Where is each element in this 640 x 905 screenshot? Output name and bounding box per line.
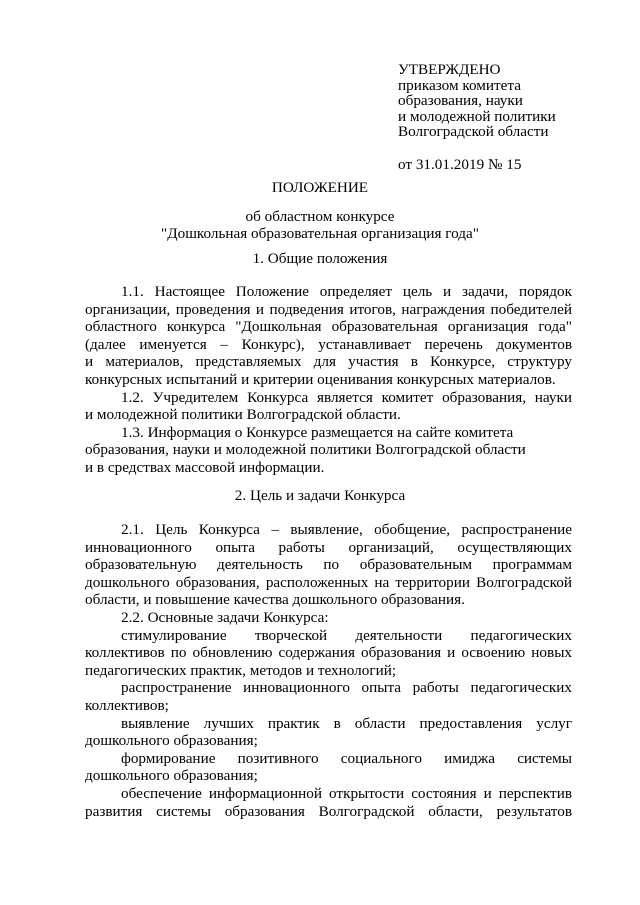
text-line: дошкольного образования; [85,767,258,785]
section-2-body [85,521,572,820]
approval-line: Волгоградской области [398,123,549,140]
document-subtitle-line: об областном конкурсе [245,208,395,225]
text-line: 1.2. Учредителем Конкурса является комитет образования, науки [121,388,572,406]
approval-line: УТВЕРЖДЕНО [398,61,501,78]
text-line: дошкольного образования, расположенных на территории Волгоградской [85,573,572,591]
text-line: обеспечение информационной открытости состояния и перспектив [121,784,572,802]
text-line: образования, науки и молодежной политики Волгоградской области [85,441,526,459]
text-line: (далее именуется – Конкурс), устанавливает перечень документов [85,335,572,353]
text-line: коллективов; [85,696,169,714]
text-line: и материалов, представляемых для участия в Конкурсе, структуру [85,353,572,371]
text-line: развития системы образования Волгоградской области, результатов [85,802,572,820]
text-line: организации, проведения и подведения итогов, награждения победителей [85,300,572,318]
document-subtitle-line: "Дошкольная образовательная организация года" [161,225,479,242]
text-line: и в средствах массовой информации. [85,458,325,476]
text-line: и молодежной политики Волгоградской области. [85,406,401,424]
text-line: 2.1. Цель Конкурса – выявление, обобщение, распространение [121,521,572,538]
section-1-body [85,283,572,477]
text-line: педагогических практик, методов и технологий; [85,661,397,679]
approval-date: от 31.01.2019 № 15 [398,155,522,173]
text-line: распространение инновационного опыта работы педагогических [121,679,572,697]
text-line: 2.2. Основные задачи Конкурса: [121,608,329,626]
approval-line: приказом комитета [398,76,521,94]
approval-line: образования, науки [398,92,523,109]
text-line: конкурсных испытаний и критерии оценивания конкурсных материалов. [85,370,556,388]
section-1-heading: 1. Общие положения [252,250,388,267]
text-line: дошкольного образования; [85,732,258,750]
text-line: образовательную деятельность по образовательным программам [85,556,572,574]
text-line: стимулирование творческой деятельности педагогических [121,626,572,644]
text-line: формирование позитивного социального имиджа системы [121,749,572,767]
text-line: области, и повышение качества дошкольного образования. [85,591,465,609]
document-title: ПОЛОЖЕНИЕ [271,179,369,196]
text-line: инновационного опыта работы организаций, осуществляющих [85,538,572,556]
section-2-heading: 2. Цель и задачи Конкурса [234,487,406,504]
text-line: коллективов по обновлению содержания образования и освоению новых [85,644,572,662]
approval-stamp [398,62,598,172]
text-line: 1.1. Настоящее Положение определяет цель и задачи, порядок [121,283,572,300]
text-line: 1.3. Информация о Конкурсе размещается на сайте комитета [121,423,514,441]
text-line: выявление лучших практик в области предоставления услуг [121,714,572,732]
text-line: областного конкурса "Дошкольная образовательная организация года" [85,318,572,336]
approval-line: и молодежной политики [398,107,556,125]
